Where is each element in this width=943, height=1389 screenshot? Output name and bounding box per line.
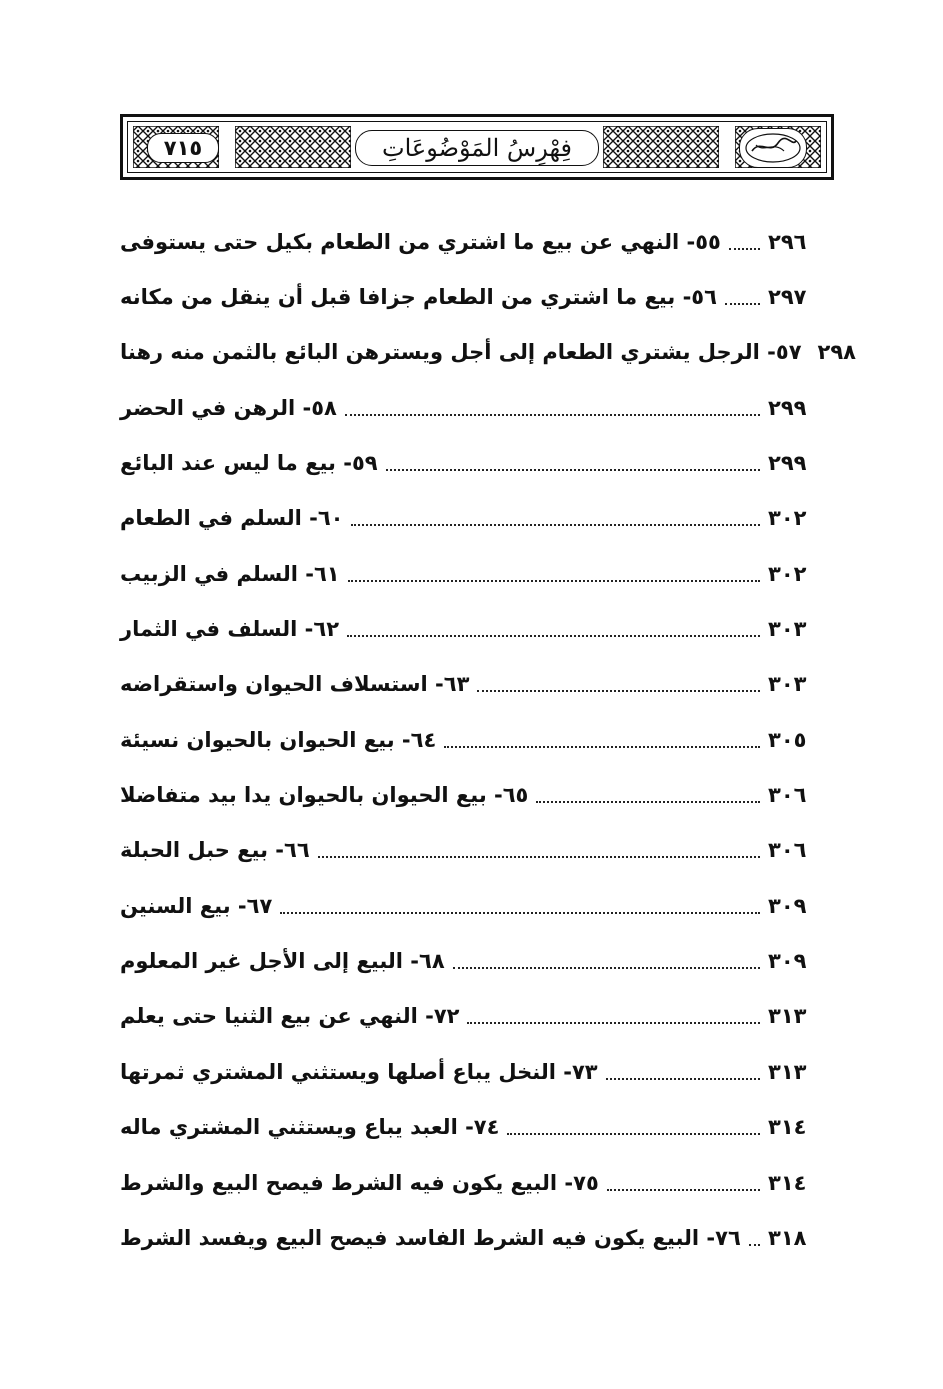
toc-entry-page-number: ٢٩٩ (768, 395, 807, 420)
toc-entry-page-number: ٣١٨ (768, 1225, 807, 1250)
dot-leader (386, 455, 760, 471)
toc-entry-title: ٧٥- البيع يكون فيه الشرط فيصح البيع والشرط (120, 1170, 599, 1195)
dot-leader (507, 1119, 760, 1135)
toc-entry-title: ٧٦- البيع يكون فيه الشرط الفاسد فيصح البيع ويفسد الشرط (120, 1225, 741, 1250)
dot-leader (749, 1230, 760, 1246)
page-number: ٧١٥ (147, 133, 219, 163)
toc-entry-title: ٥٧- الرجل يشتري الطعام إلى أجل ويسترهن البائع بالثمن منه رهنا (120, 340, 802, 365)
dot-leader (348, 566, 760, 582)
toc-entry-page-number: ٣١٣ (768, 1059, 807, 1084)
dot-leader (606, 1064, 760, 1080)
toc-entry-title: ٧٤- العبد يباع ويستثني المشتري ماله (120, 1115, 500, 1140)
toc-entry[interactable] (120, 878, 816, 933)
toc-entry-page-number: ٣٠٥ (768, 727, 807, 752)
toc-entry-title: ٦٢- السلف في الثمار (120, 617, 340, 642)
toc-entry[interactable] (120, 712, 816, 767)
table-of-contents (120, 214, 856, 1266)
dot-leader (280, 898, 760, 914)
toc-entry-title: ٦٦- بيع حبل الحبلة (120, 838, 310, 863)
toc-entry[interactable] (120, 546, 816, 601)
toc-entry-title: ٥٨- الرهن في الحضر (120, 395, 337, 420)
ornament-mid-left-icon (235, 126, 351, 168)
dot-leader (318, 842, 760, 858)
toc-entry[interactable] (120, 933, 816, 988)
dot-leader (467, 1008, 760, 1024)
toc-entry-title: ٦٣- استسلاف الحيوان واستقراضه (120, 672, 470, 697)
toc-entry-page-number: ٣٠٩ (768, 893, 807, 918)
dot-leader (345, 400, 760, 416)
toc-entry[interactable] (120, 1155, 816, 1210)
dot-leader (351, 510, 760, 526)
toc-entry[interactable] (120, 1044, 816, 1099)
running-title: فِهْرِسُ المَوْضُوعَاتِ (355, 130, 599, 166)
toc-entry[interactable] (120, 1210, 816, 1265)
toc-entry[interactable] (120, 380, 816, 435)
toc-entry-page-number: ٣٠٣ (768, 617, 807, 642)
toc-entry[interactable] (120, 435, 816, 490)
toc-entry-title: ٦٠- السلم في الطعام (120, 506, 344, 531)
toc-entry[interactable] (120, 1100, 816, 1155)
dot-leader (477, 676, 760, 692)
toc-entry-page-number: ٣١٤ (768, 1115, 807, 1140)
toc-entry[interactable] (120, 657, 816, 712)
toc-entry-page-number: ٣١٣ (768, 1004, 807, 1029)
toc-entry-title: ٦٨- البيع إلى الأجل غير المعلوم (120, 949, 445, 974)
toc-entry-title: ٦٥- بيع الحيوان بالحيوان يدا بيد متفاضلا (120, 783, 529, 808)
toc-entry[interactable] (120, 989, 816, 1044)
dot-leader (347, 621, 760, 637)
toc-entry-title: ٧٢- النهي عن بيع الثنيا حتى يعلم (120, 1004, 460, 1029)
toc-entry-page-number: ٢٩٦ (768, 229, 807, 254)
toc-entry-title: ٦٧- بيع السنين (120, 893, 273, 918)
toc-entry[interactable] (120, 601, 816, 656)
toc-entry-title: ٥٥- النهي عن بيع ما اشتري من الطعام بكيل حتى يستوفى (120, 229, 721, 254)
page-header-band (120, 114, 834, 180)
toc-entry[interactable] (120, 491, 816, 546)
dot-leader (607, 1175, 760, 1191)
toc-entry-title: ٥٩- بيع ما ليس عند البائع (120, 451, 378, 476)
toc-entry-title: ٥٦- بيع ما اشتري من الطعام جزافا قبل أن ينقل من مكانه (120, 285, 717, 310)
toc-entry[interactable] (120, 767, 816, 822)
toc-entry[interactable] (120, 325, 856, 380)
toc-entry-page-number: ٢٩٩ (768, 451, 807, 476)
dot-leader (453, 953, 760, 969)
toc-entry-title: ٦٤- بيع الحيوان بالحيوان نسيئة (120, 727, 437, 752)
toc-entry-page-number: ٣٠٩ (768, 949, 807, 974)
toc-entry-page-number: ٣٠٦ (768, 783, 807, 808)
toc-entry-page-number: ٣٠٢ (768, 561, 807, 586)
ornament-mid-right-icon (603, 126, 719, 168)
dot-leader (725, 289, 760, 305)
toc-entry[interactable] (120, 823, 816, 878)
toc-entry-title: ٧٣- النخل يباع أصلها ويستثني المشتري ثمرتها (120, 1059, 598, 1084)
dot-leader (444, 732, 760, 748)
toc-entry-page-number: ٣٠٢ (768, 506, 807, 531)
toc-entry-page-number: ٣٠٣ (768, 672, 807, 697)
toc-entry-page-number: ٣٠٦ (768, 838, 807, 863)
toc-entry-page-number: ٢٩٨ (817, 340, 856, 365)
dot-leader (729, 234, 760, 250)
dot-leader (536, 787, 760, 803)
toc-entry-page-number: ٣١٤ (768, 1170, 807, 1195)
toc-entry[interactable] (120, 214, 816, 269)
book-seal-icon (739, 128, 807, 168)
toc-entry-page-number: ٢٩٧ (768, 285, 807, 310)
toc-entry[interactable] (120, 269, 816, 324)
toc-entry-title: ٦١- السلم في الزبيب (120, 561, 340, 586)
